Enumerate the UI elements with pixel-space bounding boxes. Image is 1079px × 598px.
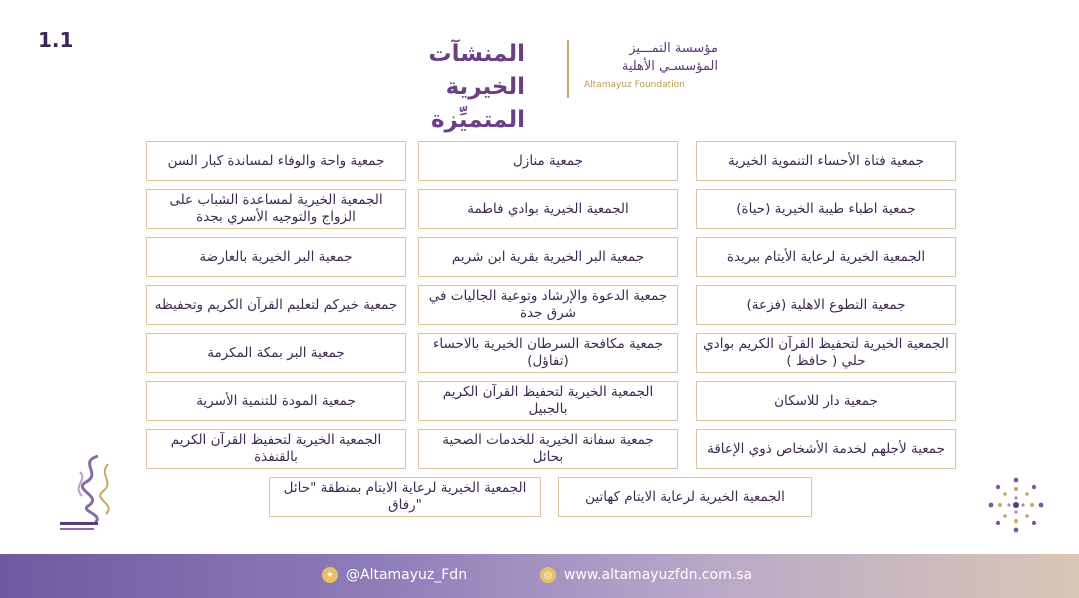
title-line-2: المتميِّزة	[430, 107, 525, 133]
page-title	[360, 38, 525, 137]
org-cell: جمعية منازل	[418, 141, 678, 181]
org-cell: جمعية اطباء طيبة الخيرية (حياة)	[696, 189, 956, 229]
header	[360, 36, 720, 133]
header-divider	[567, 40, 569, 98]
website-label: www.altamayuzfdn.com.sa	[564, 567, 753, 583]
org-cell: جمعية البر بمكة المكرمة	[146, 333, 406, 373]
org-cell: جمعية مكافحة السرطان الخيرية بالاحساء (تفاؤل)	[418, 333, 678, 373]
org-cell: الجمعية الخيرية لتحفيظ القرآن الكريم بالجبيل	[418, 381, 678, 421]
org-cell: جمعية واحة والوفاء لمساندة كبار السن	[146, 141, 406, 181]
org-cell: جمعية سفانة الخيرية للخدمات الصحية بحائل	[418, 429, 678, 469]
org-cell: الجمعية الخيرية لرعاية الايتام كهاتين	[558, 477, 812, 517]
org-cell: الجمعية الخيرية لمساعدة الشباب على الزواج والتوجيه الأسري بجدة	[146, 189, 406, 229]
org-cell: الجمعية الخيرية لرعاية الايتام بمنطقة "حائل "رفاق	[269, 477, 541, 517]
org-cell: جمعية دار للاسكان	[696, 381, 956, 421]
org-cell: جمعية الدعوة والإرشاد وتوعية الجاليات في شرق جدة	[418, 285, 678, 325]
org-cell: جمعية خيركم لتعليم القرآن الكريم وتحفيظه	[146, 285, 406, 325]
twitter-icon: ✦	[322, 567, 338, 583]
org-cell: جمعية البر الخيرية بالعارضة	[146, 237, 406, 277]
logo-line-2: المؤسسـي الأهلية	[621, 59, 718, 74]
slide-number: 1.1	[38, 28, 74, 52]
calligraphy-emblem	[58, 452, 128, 538]
twitter-handle[interactable]	[322, 567, 467, 583]
org-cell: الجمعية الخيرية لتحفيظ القرآن الكريم بالقنفذة	[146, 429, 406, 469]
logo-line-1: مؤسسة التمـــيز	[629, 41, 718, 56]
org-cell: جمعية المودة للتنمية الأسرية	[146, 381, 406, 421]
org-cell: الجمعية الخيرية لرعاية الأيتام ببريدة	[696, 237, 956, 277]
organizations-grid	[146, 141, 958, 471]
org-cell: جمعية فتاة الأحساء التنموية الخيرية	[696, 141, 956, 181]
title-line-1: المنشآت الخيرية	[428, 41, 525, 100]
decorative-flower-emblem	[985, 474, 1047, 536]
org-cell: الجمعية الخيرية لتحفيظ القرآن الكريم بوادي حلي ( حافظ )	[696, 333, 956, 373]
org-cell: جمعية التطوع الاهلية (فزعة)	[696, 285, 956, 325]
website-link[interactable]	[540, 567, 752, 583]
org-cell: جمعية البر الخيرية بقرية ابن شريم	[418, 237, 678, 277]
org-cell: الجمعية الخيرية بوادي فاطمة	[418, 189, 678, 229]
org-cell: جمعية لأجلهم لخدمة الأشخاص ذوي الإعاقة	[696, 429, 956, 469]
footer-bar	[0, 554, 1079, 598]
globe-icon: ◎	[540, 567, 556, 583]
foundation-logo	[578, 40, 718, 90]
twitter-label: @Altamayuz_Fdn	[346, 567, 468, 583]
logo-line-3: Altamayuz Foundation	[584, 80, 685, 90]
